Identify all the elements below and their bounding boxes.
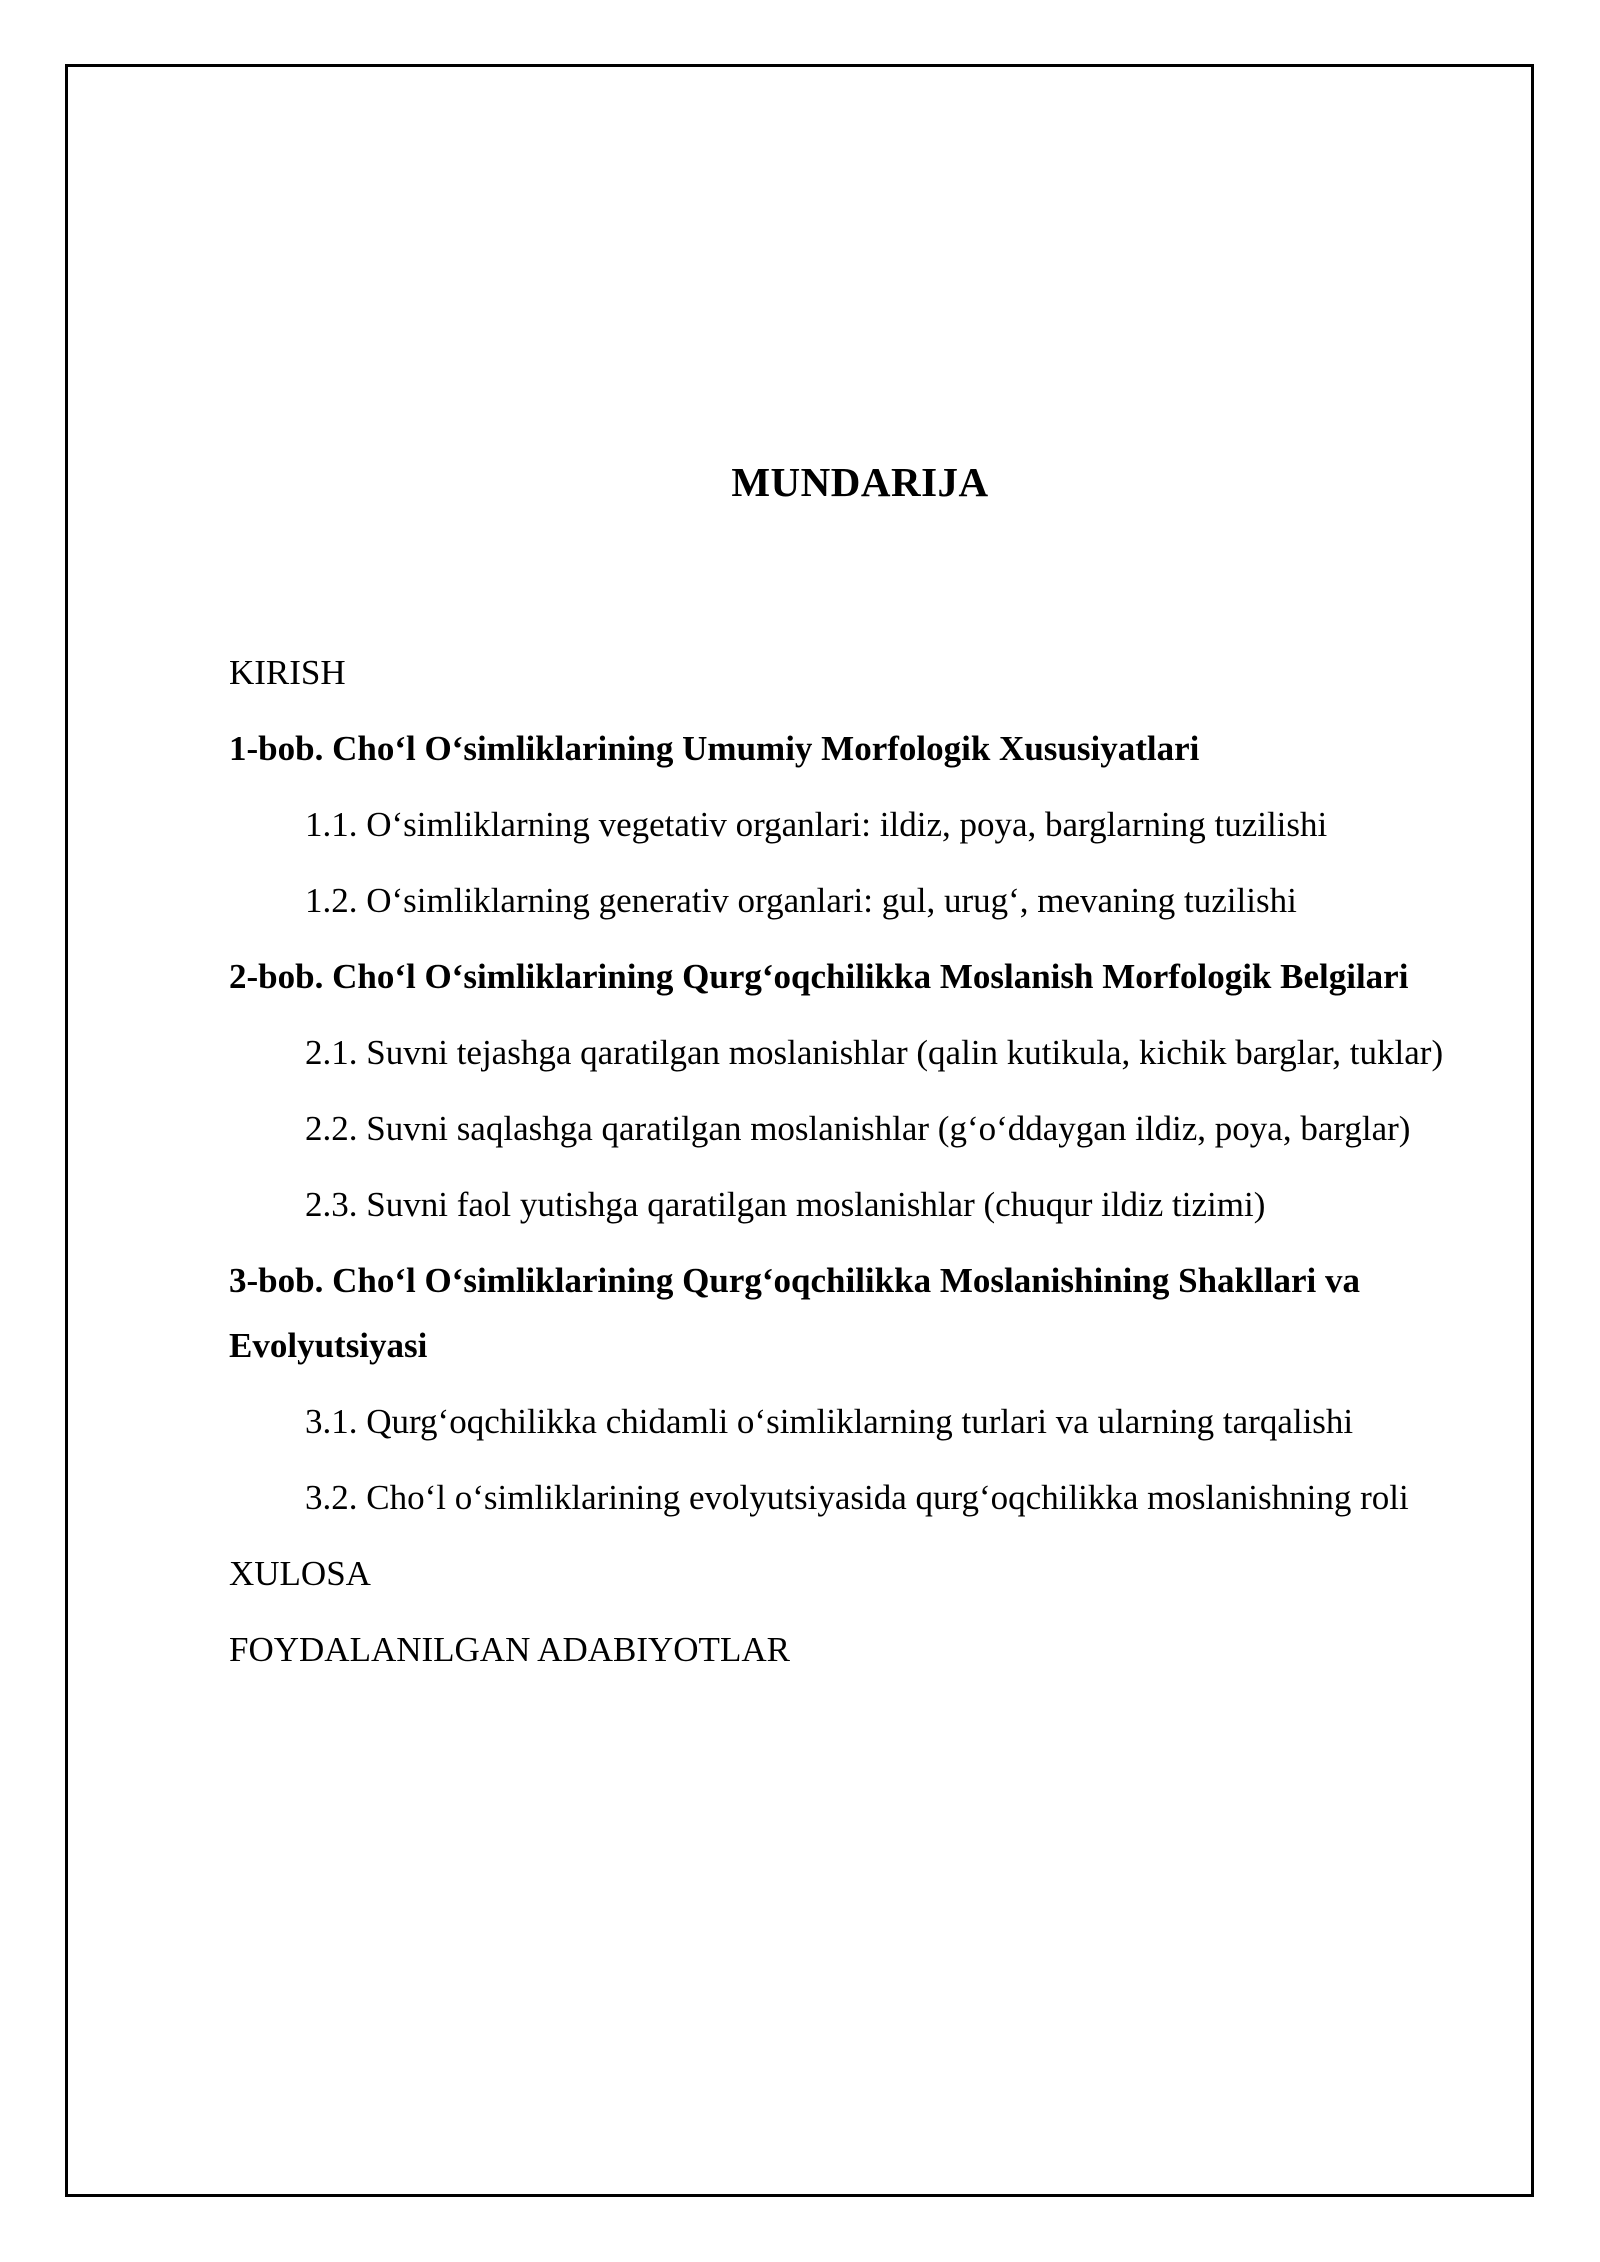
toc-section-2-2: 2.2. Suvni saqlashga qaratilgan moslanishlar (g‘o‘ddaygan ildiz, poya, barglar) bbox=[305, 1109, 1411, 1148]
toc-section-3-1: 3.1. Qurg‘oqchilikka chidamli o‘simliklarning turlari va ularning tarqalishi bbox=[305, 1402, 1354, 1441]
toc-section-2-3: 2.3. Suvni faol yutishga qaratilgan moslanishlar (chuqur ildiz tizimi) bbox=[305, 1185, 1266, 1224]
table-of-contents bbox=[229, 640, 1459, 1693]
toc-chapter-3: 3-bob. Cho‘l O‘simliklarining Qurg‘oqchilikka Moslanishining Shakllari va Evolyutsiyasi bbox=[229, 1261, 1360, 1365]
toc-section-3-2: 3.2. Cho‘l o‘simliklarining evolyutsiyasida qurg‘oqchilikka moslanishning roli bbox=[305, 1478, 1409, 1517]
toc-item-references: FOYDALANILGAN ADABIYOTLAR bbox=[229, 1630, 790, 1669]
toc-section-1-1: 1.1. O‘simliklarning vegetativ organlari: ildiz, poya, barglarning tuzilishi bbox=[305, 805, 1328, 844]
toc-item-introduction: KIRISH bbox=[229, 653, 346, 692]
toc-chapter-2: 2-bob. Cho‘l O‘simliklarining Qurg‘oqchilikka Moslanish Morfologik Belgilari bbox=[229, 957, 1409, 996]
toc-item-conclusion: XULOSA bbox=[229, 1554, 371, 1593]
page-title: MUNDARIJA bbox=[731, 459, 989, 505]
toc-section-2-1: 2.1. Suvni tejashga qaratilgan moslanishlar (qalin kutikula, kichik barglar, tuklar) bbox=[305, 1033, 1444, 1072]
toc-section-1-2: 1.2. O‘simliklarning generativ organlari: gul, urug‘, mevaning tuzilishi bbox=[305, 881, 1297, 920]
toc-chapter-1: 1-bob. Cho‘l O‘simliklarining Umumiy Morfologik Xususiyatlari bbox=[229, 729, 1200, 768]
